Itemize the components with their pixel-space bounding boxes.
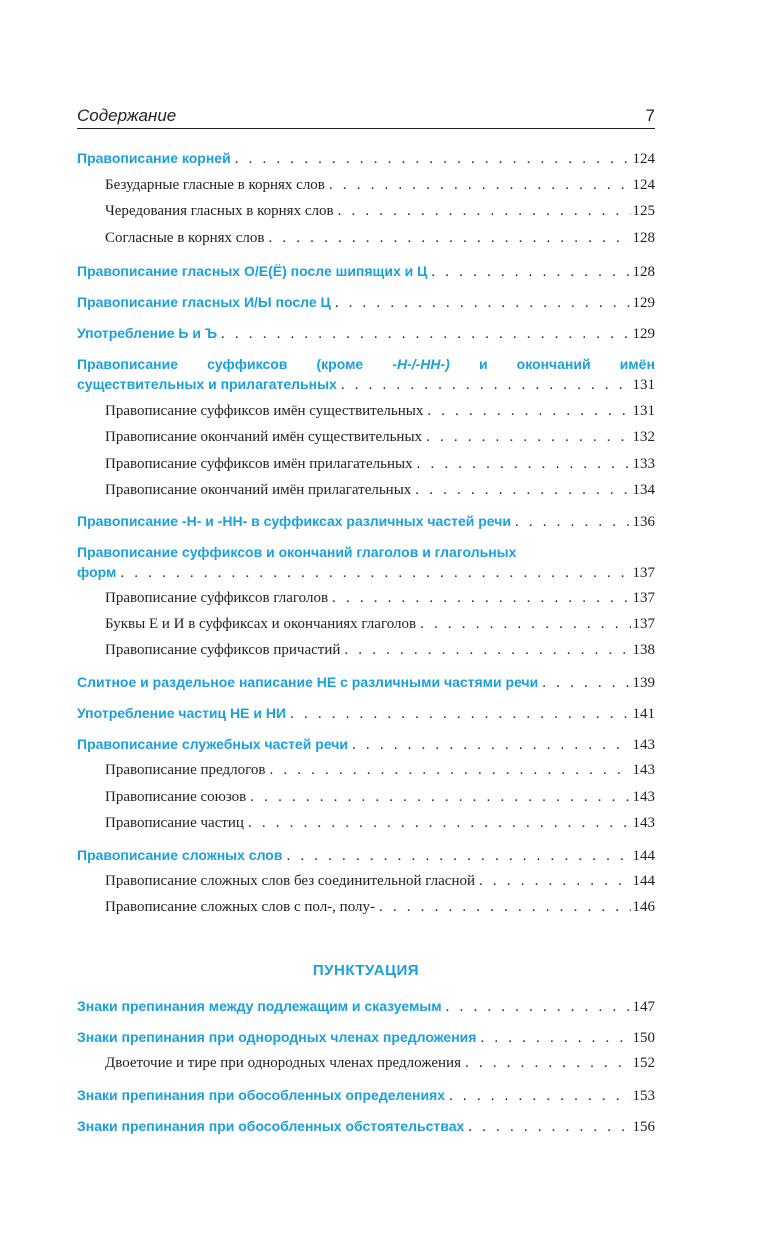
toc-entry-page: 138 (632, 642, 655, 658)
toc-entry-label: Знаки препинания при обособленных определениях (77, 1087, 446, 1103)
toc-entry-label: Правописание -Н- и -НН- в суффиксах различных частей речи (77, 513, 511, 529)
toc-entry-page: 152 (632, 1055, 655, 1071)
toc-entry-page: 133 (632, 456, 655, 472)
toc-entry-label: Знаки препинания при однородных членах предложения (77, 1029, 477, 1045)
toc-entry-page: 131 (632, 377, 655, 393)
toc-entry-label: Правописание корней (77, 150, 231, 166)
toc-entry-label: Правописание служебных частей речи (77, 736, 349, 752)
toc-subentry[interactable] (77, 789, 655, 806)
toc-entry-page: 124 (632, 177, 655, 193)
toc-entry[interactable] (77, 564, 655, 582)
toc-entry-page: 125 (632, 203, 655, 219)
leader-dots (341, 377, 631, 394)
toc-entry-label: Согласные в корнях слов (105, 230, 265, 246)
toc-subentry[interactable] (77, 762, 655, 779)
toc-entry-page: 143 (632, 737, 655, 753)
toc-entry-label: Правописание суффиксов имён существительных (105, 403, 424, 419)
toc-entry[interactable] (77, 736, 655, 754)
leader-dots (417, 456, 631, 473)
toc-entry-page: 134 (632, 482, 655, 498)
leader-dots (269, 762, 630, 779)
leader-dots (415, 482, 630, 499)
leader-dots (465, 1055, 631, 1072)
toc-entry-page: 124 (632, 151, 655, 167)
toc-entry-page: 136 (632, 514, 655, 530)
toc-entry-label: Правописание сложных слов с пол-, полу- (105, 899, 375, 915)
toc-entry-label: Правописание сложных слов (77, 847, 283, 863)
toc-entry[interactable] (77, 674, 655, 692)
toc-entry-label: Двоеточие и тире при однородных членах предложения (105, 1055, 461, 1071)
toc-entry-label: Правописание окончаний имён существительных (105, 429, 423, 445)
word: суффиксов (207, 356, 288, 372)
toc-entry-page: 146 (632, 899, 655, 915)
word: и (478, 356, 488, 372)
toc-entry[interactable] (77, 1118, 655, 1136)
toc-entry-label: Правописание сложных слов без соединительной гласной (105, 873, 476, 889)
toc-entry[interactable] (77, 325, 655, 343)
leader-dots (290, 706, 630, 723)
toc-entry-label: Правописание частиц (105, 815, 244, 831)
toc-entry-label: Правописание гласных И/Ы после Ц (77, 294, 331, 310)
toc-entry-label: Буквы Е и И в суффиксах и окончаниях глаголов (105, 616, 417, 632)
word: имён (619, 356, 655, 372)
toc-subentry[interactable] (77, 429, 655, 446)
toc-subentry[interactable] (77, 230, 655, 247)
toc-subentry[interactable] (77, 1055, 655, 1072)
toc-entry-page: 137 (632, 590, 655, 606)
toc-entry[interactable] (77, 263, 655, 281)
header-page-number: 7 (645, 106, 655, 125)
word: Правописание (77, 356, 179, 372)
toc-entry-page: 141 (632, 706, 655, 722)
toc-entry[interactable] (77, 1087, 655, 1105)
toc-entry-label: Правописание гласных О/Е(Ё) после шипящих и Ц (77, 263, 428, 279)
leader-dots (221, 326, 631, 343)
leader-dots (431, 264, 630, 281)
toc-subentry[interactable] (77, 203, 655, 220)
toc-entry-line1[interactable] (77, 356, 655, 372)
leader-dots (268, 230, 630, 247)
leader-dots (329, 177, 631, 194)
toc-entry-label: Правописание предлогов (105, 762, 266, 778)
toc-entry-label: Правописание суффиксов имён прилагательных (105, 456, 413, 472)
toc-subentry[interactable] (77, 403, 655, 420)
toc-entry-label: Правописание союзов (105, 789, 247, 805)
toc-entry-page: 132 (632, 429, 655, 445)
section-title: ПУНКТУАЦИЯ (312, 962, 420, 979)
toc-entry-page: 143 (632, 815, 655, 831)
leader-dots (344, 642, 630, 659)
toc-entry-label: Чередования гласных в корнях слов (105, 203, 334, 219)
toc-entry-page: 153 (632, 1088, 655, 1104)
toc-entry-label: Безударные гласные в корнях слов (105, 177, 325, 193)
toc-entry-page: 150 (632, 1030, 655, 1046)
leader-dots (420, 616, 630, 633)
running-header (77, 104, 655, 129)
toc-entry-page: 131 (632, 403, 655, 419)
toc-entry-page: 128 (632, 230, 655, 246)
leader-dots (542, 675, 630, 692)
toc-entry[interactable] (77, 1029, 655, 1047)
leader-dots (332, 590, 630, 607)
toc-entry-spelling-roots[interactable] (77, 150, 655, 168)
toc-entry-page: 137 (632, 616, 655, 632)
leader-dots (479, 873, 630, 890)
toc-entry-label: Правописание суффиксов глаголов (105, 590, 329, 606)
toc-subentry[interactable] (77, 815, 655, 832)
toc-subentry[interactable] (77, 616, 655, 633)
toc-subentry[interactable] (77, 642, 655, 659)
leader-dots (426, 429, 630, 446)
leader-dots (335, 295, 631, 312)
leader-dots (427, 403, 630, 420)
toc-entry-line1[interactable]: Правописание суффиксов и окончаний глаголов и глагольных (77, 544, 517, 560)
toc-entry[interactable] (77, 998, 655, 1016)
word: -Н-/-НН-) (392, 356, 450, 372)
leader-dots (480, 1030, 630, 1047)
toc-entry-page: 147 (632, 999, 655, 1015)
toc-entry-page: 128 (632, 264, 655, 280)
toc-entry-page: 129 (632, 295, 655, 311)
toc-subentry[interactable] (77, 482, 655, 499)
toc-entry[interactable] (77, 376, 655, 394)
toc-entry-page: 139 (632, 675, 655, 691)
leader-dots (446, 999, 631, 1016)
word: окончаний (516, 356, 591, 372)
leader-dots (235, 151, 631, 168)
toc-entry[interactable] (77, 294, 655, 312)
toc-subentry[interactable] (77, 456, 655, 473)
toc-entry-label: Правописание суффиксов причастий (105, 642, 341, 658)
leader-dots (338, 203, 631, 220)
toc-entry-label: Правописание окончаний имён прилагательных (105, 482, 412, 498)
toc-entry-page: 137 (632, 565, 655, 581)
leader-dots (286, 848, 630, 865)
toc-entry-label: Слитное и раздельное написание НЕ с различными частями речи (77, 674, 539, 690)
toc-entry[interactable] (77, 513, 655, 531)
toc-entry-page: 144 (632, 848, 655, 864)
leader-dots (515, 514, 631, 531)
leader-dots (379, 899, 631, 916)
toc-entry-page: 156 (632, 1119, 655, 1135)
leader-dots (248, 815, 631, 832)
toc-entry-page: 143 (632, 789, 655, 805)
toc-entry-label: Знаки препинания при обособленных обстоятельствах (77, 1118, 465, 1134)
toc-entry-page: 144 (632, 873, 655, 889)
toc-subentry[interactable] (77, 873, 655, 890)
toc-entry[interactable] (77, 847, 655, 865)
toc-subentry[interactable] (77, 177, 655, 194)
leader-dots (352, 737, 630, 754)
leader-dots (120, 565, 630, 582)
toc-entry-label: Знаки препинания между подлежащим и сказуемым (77, 998, 442, 1014)
toc-entry-label: существительных и прилагательных (77, 376, 337, 392)
toc-entry-page: 129 (632, 326, 655, 342)
toc-entry-label: Употребление частиц НЕ и НИ (77, 705, 287, 721)
toc-entry[interactable] (77, 705, 655, 723)
leader-dots (449, 1088, 630, 1105)
leader-dots (468, 1119, 630, 1136)
toc-entry-page: 143 (632, 762, 655, 778)
toc-entry-label: Употребление Ь и Ъ (77, 325, 217, 341)
leader-dots (250, 789, 630, 806)
header-title: Содержание (77, 106, 177, 125)
toc-subentry[interactable] (77, 899, 655, 916)
toc-subentry[interactable] (77, 590, 655, 607)
word: (кроме (316, 356, 364, 372)
toc-entry-label: форм (77, 564, 117, 580)
